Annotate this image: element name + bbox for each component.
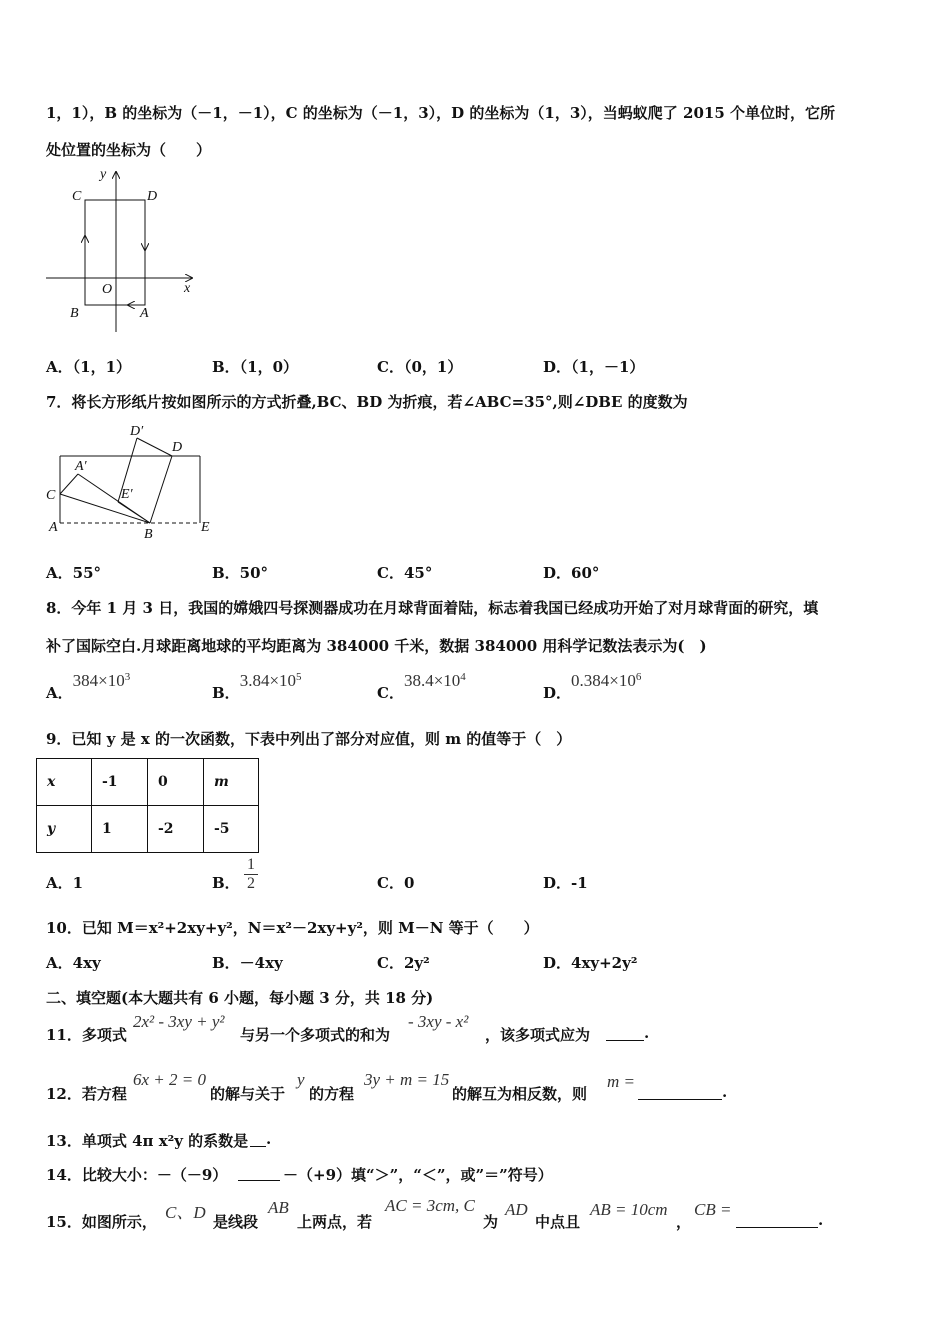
q12-period: .	[722, 1083, 728, 1101]
label-d: D	[172, 440, 183, 455]
q8-stem-line2: 补了国际空白.月球距离地球的平均距离为 384000 千米，数据 384000 用科学记数法表示为( )	[46, 637, 707, 655]
table-cell: -2	[148, 806, 204, 853]
q12-eq1: 6x + 2 = 0	[133, 1070, 206, 1089]
label-b: B	[144, 527, 153, 542]
q10-option-b: B．－4xy	[212, 954, 283, 972]
q13-answer-blank[interactable]	[250, 1130, 266, 1151]
q11-expr2: - 3xy - x²	[408, 1012, 469, 1031]
q15-mid4: 中点且	[535, 1213, 581, 1231]
q15-ab: AB	[268, 1198, 289, 1217]
q7-option-c: C．45°	[377, 564, 433, 582]
table-cell: -1	[92, 759, 148, 806]
q10-stem: 10．已知 M＝x²+2xy+y²，N＝x²－2xy+y²，则 M－N 等于（ ）	[46, 919, 539, 937]
q15-mid2: 上两点，若	[297, 1213, 373, 1231]
table-cell: -5	[204, 806, 259, 853]
q9-value-table	[36, 758, 259, 853]
option-label: B．	[212, 684, 240, 702]
exponent: 3	[124, 671, 131, 683]
q9-option-a: A．1	[46, 874, 84, 892]
q12-var: y	[297, 1070, 305, 1089]
table-cell: 1	[92, 806, 148, 853]
q6-option-b: B．（1，0）	[212, 358, 299, 376]
q15-condition: AC = 3cm, C	[385, 1196, 475, 1215]
label-d-prime: D′	[130, 424, 144, 439]
q11-mid: 与另一个多项式的和为	[240, 1026, 391, 1044]
q6-option-a: A．（1，1）	[46, 358, 132, 376]
q9-option-d: D．-1	[543, 874, 588, 892]
table-row	[37, 806, 259, 853]
table-cell: y	[37, 806, 92, 853]
q15-cd: C、D	[165, 1203, 206, 1222]
q9-stem: 9．已知 y 是 x 的一次函数，下表中列出了部分对应值，则 m 的值等于（ ）	[46, 730, 572, 748]
q12-eq2: 3y + m = 15	[364, 1070, 450, 1089]
q14-part1: 14．比较大小：－（－9）	[46, 1166, 228, 1184]
fold-eb	[118, 502, 150, 523]
q13-stem: 13．单项式 4π x²y 的系数是	[46, 1132, 249, 1150]
q9-option-b-fraction	[244, 856, 258, 893]
q12-prefix: 12．若方程	[46, 1085, 127, 1103]
q10-option-d: D．4xy+2y²	[543, 954, 638, 972]
option-label: A．	[46, 684, 73, 702]
label-b: B	[70, 306, 79, 321]
q7-option-d: D．60°	[543, 564, 600, 582]
q11-period: .	[644, 1024, 650, 1042]
q12-answer-blank[interactable]	[638, 1083, 722, 1104]
q12-answer-var: m =	[607, 1072, 635, 1091]
q11-answer-blank[interactable]	[606, 1024, 644, 1045]
fold-dd	[137, 438, 172, 456]
q6-coordinate-figure	[38, 164, 208, 340]
q6-stem-line1: 1，1），B 的坐标为（－1，－1），C 的坐标为（－1，3），D 的坐标为（1，3），当蚂蚁爬了 2015 个单位时，它所	[46, 104, 835, 122]
denominator: 2	[244, 874, 258, 893]
label-e: E	[201, 520, 210, 535]
q8-option-d	[543, 670, 642, 702]
q8-stem-line1: 8．今年 1 月 3 日，我国的嫦娥四号探测器成功在月球背面着陆，标志着我国已经成功开始了对月球背面的研究，填	[46, 599, 819, 617]
q14-answer-blank[interactable]	[238, 1164, 280, 1185]
q15-ab-length: AB = 10cm	[590, 1200, 668, 1219]
q15-answer-blank[interactable]	[736, 1211, 818, 1232]
path-rectangle	[85, 200, 145, 305]
q15-mid3: 为	[483, 1213, 499, 1231]
option-label: C．	[377, 684, 404, 702]
table-row	[37, 759, 259, 806]
label-x: x	[184, 281, 191, 296]
q11-expr1: 2x² - 3xy + y²	[133, 1012, 225, 1031]
table-cell: x	[37, 759, 92, 806]
q10-option-a: A．4xy	[46, 954, 101, 972]
crease-bc	[60, 494, 150, 523]
q11-suffix: ，该多项式应为	[485, 1026, 591, 1044]
label-y: y	[100, 167, 107, 182]
label-c: C	[46, 488, 56, 503]
table-cell: 0	[148, 759, 204, 806]
table-cell: m	[204, 759, 259, 806]
q14-part2: －（+9）填“＞”，“＜”，或”＝”符号）	[283, 1166, 553, 1184]
q15-ad: AD	[505, 1200, 528, 1219]
q6-option-d: D．（1，－1）	[543, 358, 645, 376]
q9-option-b-label: B．	[212, 874, 240, 892]
option-label: D．	[543, 684, 572, 702]
q13-period: .	[266, 1130, 272, 1148]
q15-mid1: 是线段	[213, 1213, 259, 1231]
q9-option-c: C．0	[377, 874, 415, 892]
crease-ca	[60, 474, 78, 494]
mantissa: 38.4×10	[403, 671, 461, 690]
q7-stem: 7．将长方形纸片按如图所示的方式折叠,BC、BD 为折痕，若∠ABC=35°,则∠DBE 的度数为	[46, 393, 688, 411]
q15-cb: CB =	[694, 1200, 732, 1219]
crease-bd	[150, 456, 172, 523]
q15-comma: ，	[676, 1213, 692, 1231]
numerator: 1	[247, 856, 255, 873]
q8-option-a	[46, 670, 131, 702]
q11-prefix: 11．多项式	[46, 1026, 127, 1044]
q7-fold-figure	[42, 418, 222, 546]
label-c: C	[72, 189, 82, 204]
q12-mid1: 的解与关于	[210, 1085, 286, 1103]
label-e-prime: E′	[121, 487, 133, 502]
q8-option-b	[212, 670, 302, 702]
label-a: A	[140, 306, 149, 321]
mantissa: 3.84×10	[239, 671, 297, 690]
exponent: 4	[460, 671, 466, 683]
q6-stem-line2: 处位置的坐标为（ ）	[46, 141, 212, 159]
section-2-header: 二、填空题(本大题共有 6 小题，每小题 3 分，共 18 分)	[46, 989, 434, 1007]
q12-mid3: 的解互为相反数，则	[452, 1085, 588, 1103]
q6-option-c: C．（0，1）	[377, 358, 463, 376]
q15-period: .	[818, 1211, 824, 1229]
label-a-prime: A′	[75, 459, 87, 474]
mantissa: 0.384×10	[571, 671, 636, 690]
label-o: O	[102, 282, 113, 297]
q12-mid2: 的方程	[309, 1085, 355, 1103]
q7-option-a: A．55°	[46, 564, 102, 582]
q7-option-b: B．50°	[212, 564, 269, 582]
exponent: 5	[296, 671, 302, 683]
exponent: 6	[635, 671, 642, 683]
mantissa: 384×10	[72, 671, 125, 690]
q8-option-c	[377, 670, 466, 702]
label-d: D	[147, 189, 158, 204]
label-a: A	[49, 520, 58, 535]
q15-prefix: 15．如图所示，	[46, 1213, 157, 1231]
q10-option-c: C．2y²	[377, 954, 430, 972]
